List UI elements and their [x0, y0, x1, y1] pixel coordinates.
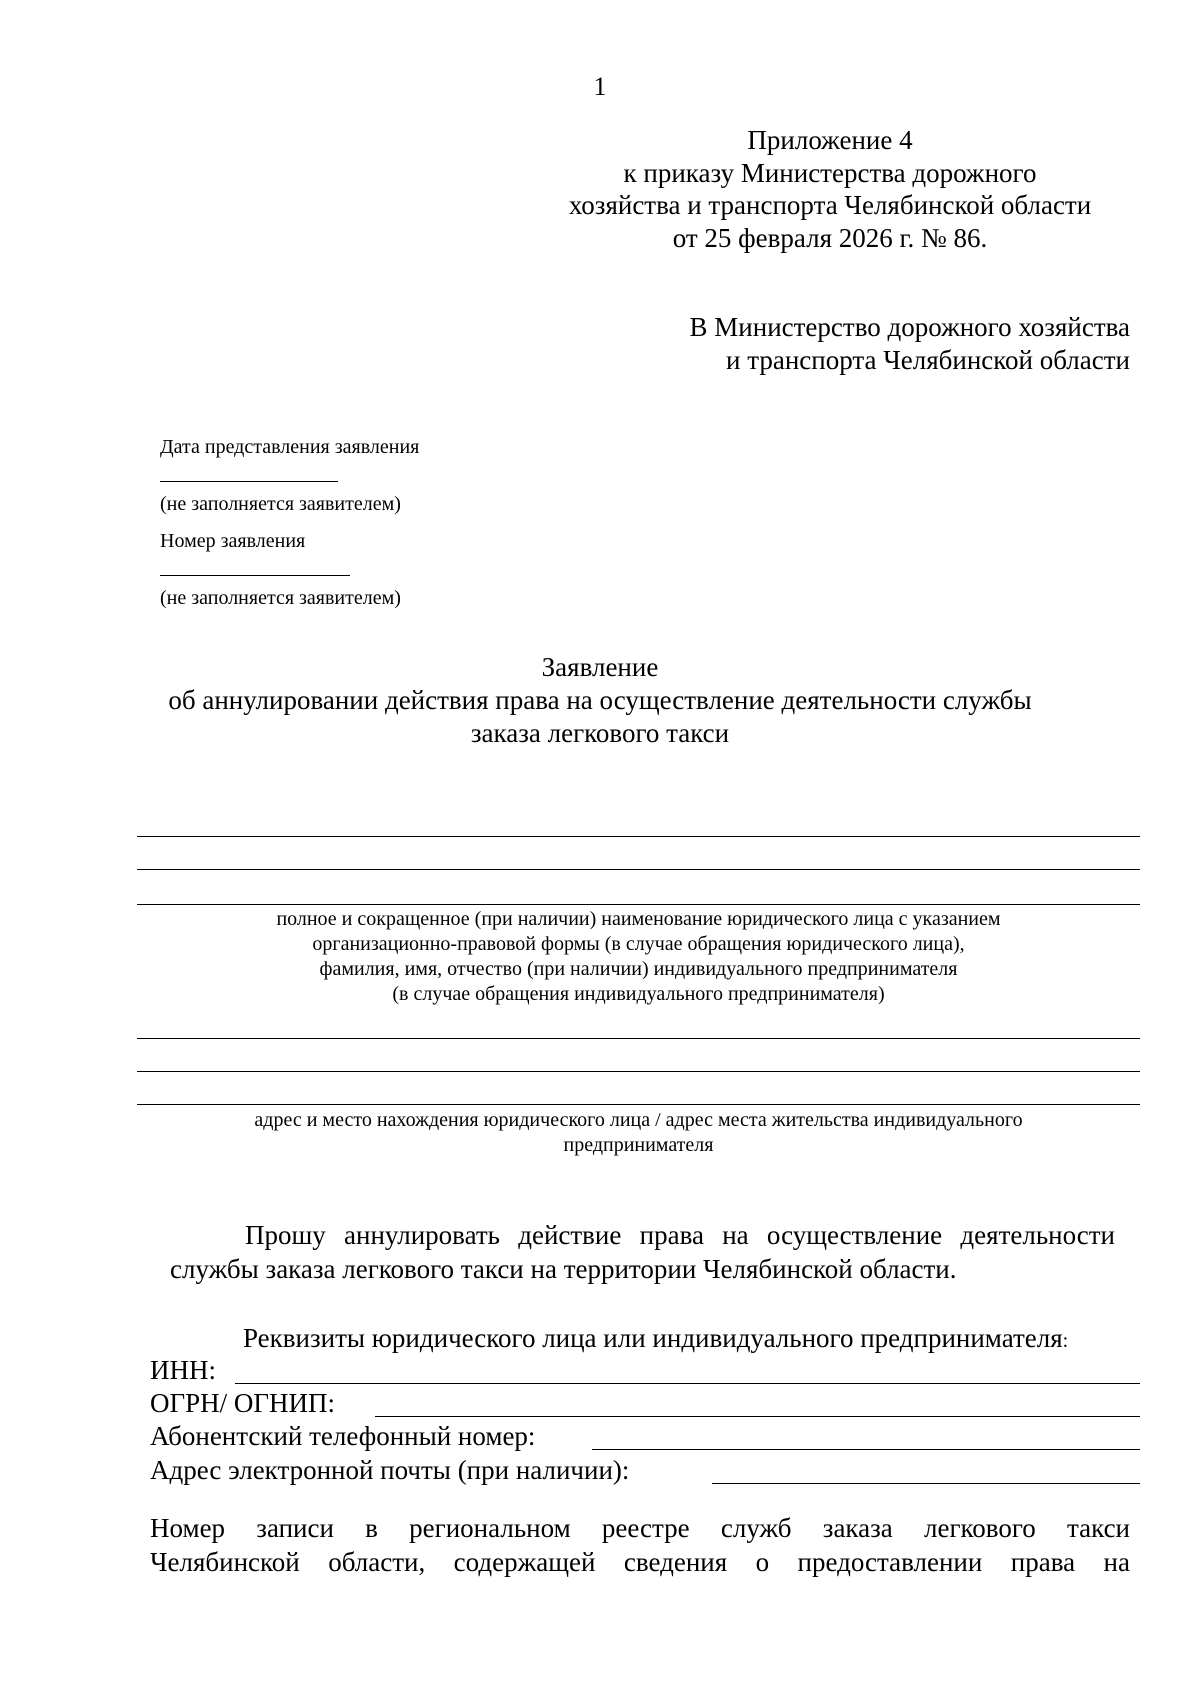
address-field-line-2 — [137, 1071, 1140, 1072]
addressee-line-1: В Министерство дорожного хозяйства — [689, 312, 1130, 342]
appendix-line-3: хозяйства и транспорта Челябинской области — [568, 190, 1092, 220]
number-note: (не заполняется заявителем) — [160, 587, 401, 609]
name-field-line-2 — [137, 869, 1140, 870]
requisites-heading — [243, 1322, 1068, 1357]
phone-field-line — [592, 1449, 1140, 1450]
page-number: 1 — [593, 72, 607, 101]
email-field-line — [712, 1483, 1140, 1484]
address-caption-line-1: адрес и место нахождения юридического лица / адрес места жительства индивидуального — [254, 1109, 1023, 1131]
title-line-1: Заявление — [541, 652, 659, 682]
addressee-line-2: и транспорта Челябинской области — [726, 345, 1130, 375]
phone-label: Абонентский телефонный номер: — [150, 1421, 536, 1451]
document-title — [0, 651, 1200, 750]
ogrn-label: ОГРН/ ОГНИП: — [150, 1388, 335, 1418]
address-caption — [137, 1108, 1140, 1158]
appendix-header — [460, 124, 1200, 254]
number-field-line — [160, 575, 350, 576]
name-field-line-3 — [137, 904, 1140, 905]
email-label: Адрес электронной почты (при наличии): — [150, 1455, 630, 1485]
name-caption-line-1: полное и сокращенное (при наличии) наименование юридического лица с указанием — [276, 908, 1001, 930]
address-field-line-3 — [137, 1104, 1140, 1105]
name-caption-line-2: организационно-правовой формы (в случае обращения юридического лица), — [312, 933, 965, 955]
inn-label: ИНН: — [150, 1355, 216, 1385]
registry-paragraph — [150, 1511, 1130, 1579]
name-field-line-1 — [137, 836, 1140, 837]
requisites-heading-colon: : — [1062, 1330, 1069, 1352]
requisites-heading-text: Реквизиты юридического лица или индивидуального предпринимателя — [243, 1323, 1063, 1353]
request-line-2: службы заказа легкового такси на территории Челябинской области. — [170, 1254, 957, 1284]
registry-line-1: Номер записи в региональном реестре служб заказа легкового такси — [150, 1513, 1130, 1543]
appendix-line-1: Приложение 4 — [747, 125, 913, 155]
number-label: Номер заявления — [160, 530, 306, 552]
ogrn-field-line — [375, 1416, 1140, 1417]
address-caption-line-2: предпринимателя — [563, 1134, 714, 1156]
date-note: (не заполняется заявителем) — [160, 493, 401, 515]
title-line-3: заказа легкового такси — [470, 718, 730, 748]
appendix-line-2: к приказу Министерства дорожного — [623, 157, 1037, 188]
appendix-line-4: от 25 февраля 2026 г. № 86. — [672, 222, 988, 253]
registry-line-2: Челябинской области, содержащей сведения о предоставлении права на — [150, 1547, 1130, 1577]
addressee-block — [630, 311, 1130, 377]
name-caption-line-4: (в случае обращения индивидуального предпринимателя) — [392, 983, 885, 1005]
address-field-line-1 — [137, 1038, 1140, 1039]
name-caption — [137, 907, 1140, 1007]
name-caption-line-3: фамилия, имя, отчество (при наличии) индивидуального предпринимателя — [319, 958, 958, 980]
date-label: Дата представления заявления — [160, 436, 420, 458]
request-paragraph — [170, 1218, 1115, 1286]
inn-field-line — [235, 1383, 1140, 1384]
title-line-2: об аннулировании действия права на осуществление деятельности службы — [168, 685, 1032, 715]
request-line-1: Прошу аннулировать действие права на осуществление деятельности — [245, 1220, 1115, 1250]
date-field-line — [160, 481, 338, 482]
